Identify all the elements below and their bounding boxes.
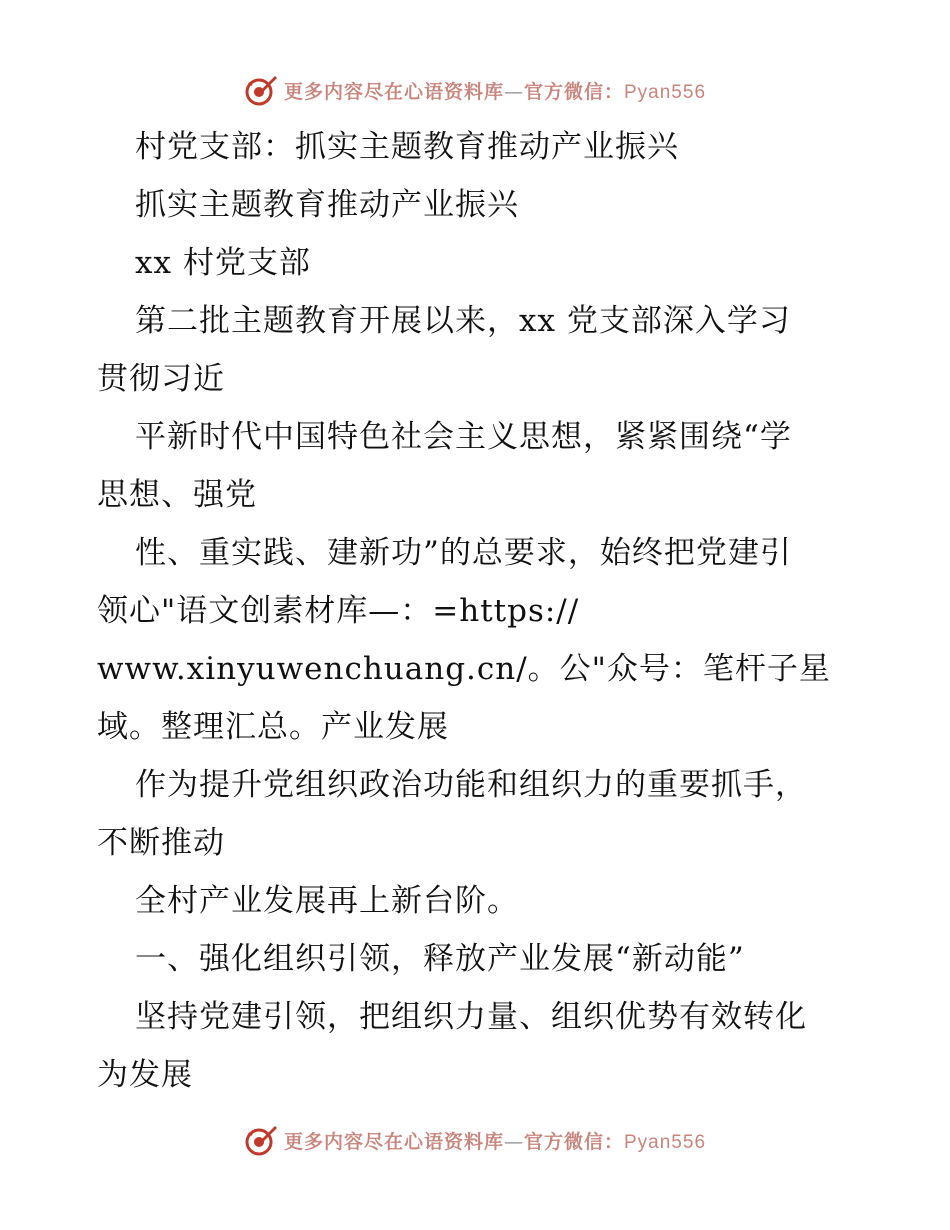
paragraph-line: 贯彻习近 <box>97 361 225 397</box>
paragraph-line: 域。整理汇总。产业发展 <box>97 709 449 745</box>
paragraph-line: 作为提升党组织政治功能和组织力的重要抓手， <box>135 767 807 803</box>
header-banner-text: 更多内容尽在心语资料库—官方微信：Pyan556 <box>283 80 707 103</box>
paragraph-line: 坚持党建引领，把组织力量、组织优势有效转化 <box>135 999 807 1035</box>
paragraph-line: 为发展 <box>97 1057 193 1093</box>
document-body <box>97 118 857 1104</box>
footer-watermark-banner <box>0 1120 950 1160</box>
header-watermark-banner <box>0 70 950 110</box>
paragraph-line: 性、重实践、建新功”的总要求，始终把党建引 <box>135 535 792 571</box>
doc-title-line: 村党支部：抓实主题教育推动产业振兴 <box>135 129 679 165</box>
pen-logo-icon <box>244 1123 278 1157</box>
paragraph-line: 不断推动 <box>97 825 225 861</box>
footer-banner-text: 更多内容尽在心语资料库—官方微信：Pyan556 <box>283 1130 707 1153</box>
section-heading-line: 一、强化组织引领，释放产业发展“新动能” <box>135 941 745 977</box>
doc-author-line: xx 村党支部 <box>135 245 311 281</box>
doc-subtitle-line: 抓实主题教育推动产业振兴 <box>135 187 519 223</box>
paragraph-line: www.xinyuwenchuang.cn/。公"众号：笔杆子星 <box>97 651 831 687</box>
paragraph-line: 思想、强党 <box>97 477 257 513</box>
paragraph-line: 平新时代中国特色社会主义思想，紧紧围绕“学 <box>135 419 792 455</box>
paragraph-line: 全村产业发展再上新台阶。 <box>135 883 519 919</box>
pen-logo-icon <box>244 73 278 107</box>
paragraph-line: 第二批主题教育开展以来，xx 党支部深入学习 <box>135 303 791 339</box>
paragraph-line: 领心"语文创素材库—：=https:// <box>97 593 580 629</box>
